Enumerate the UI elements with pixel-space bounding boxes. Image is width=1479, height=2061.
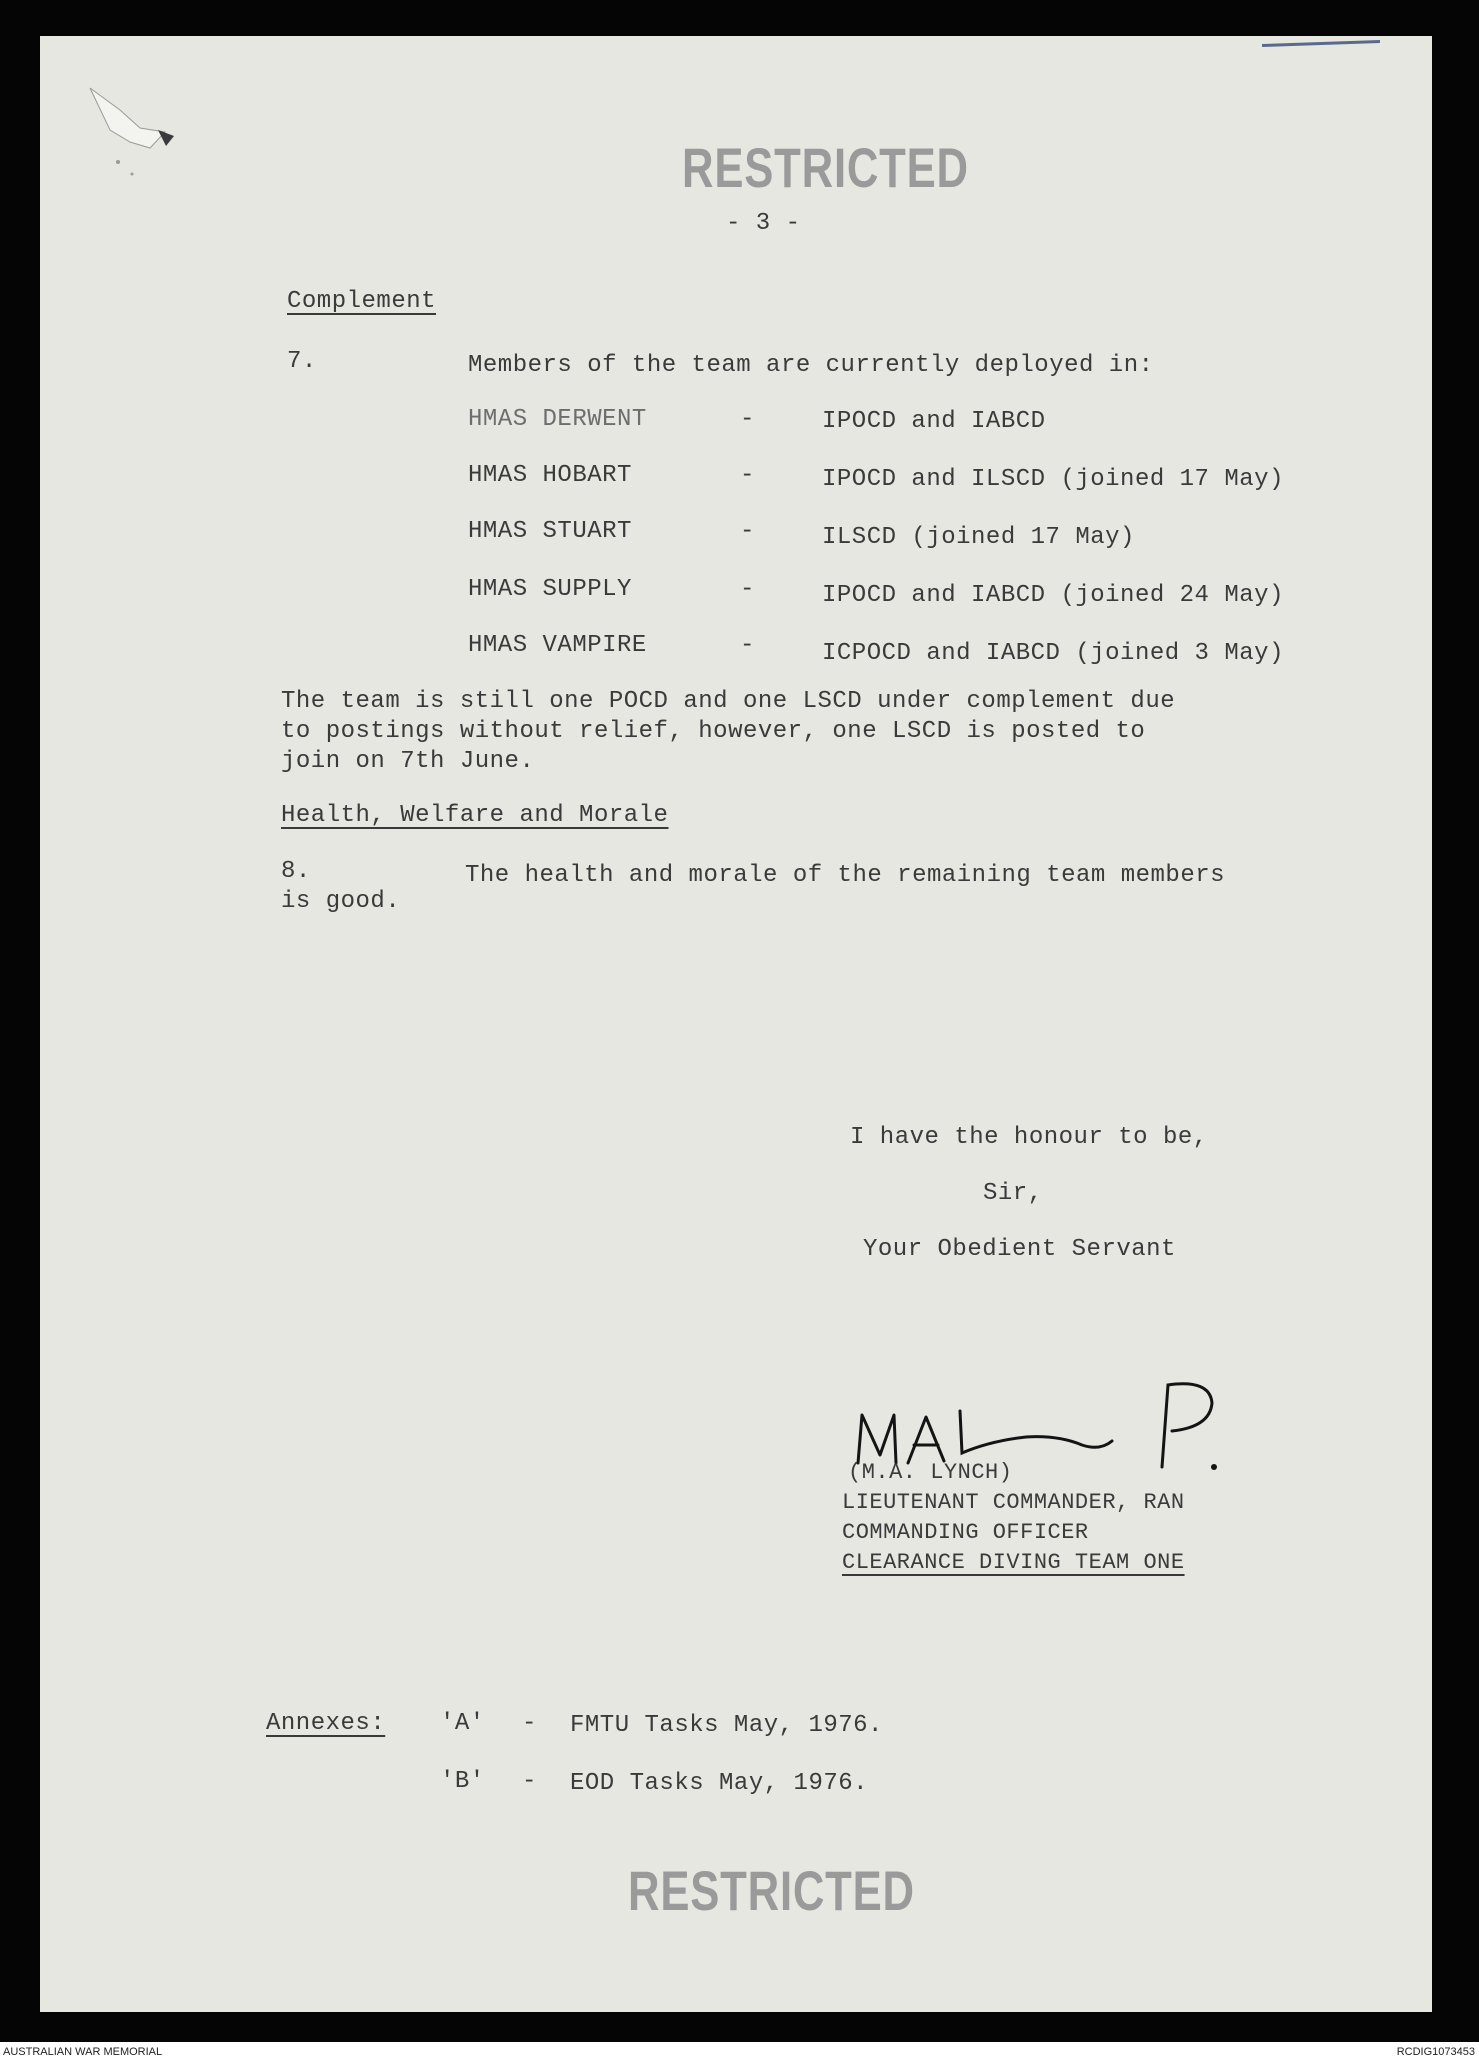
complement-note-line: to postings without relief, however, one LSCD is posted to xyxy=(281,718,1146,745)
annex-letter: 'B' xyxy=(440,1768,485,1795)
ship-dash: - xyxy=(740,576,755,603)
closing-line2: Sir, xyxy=(983,1180,1043,1207)
annex-text: FMTU Tasks May, 1976. xyxy=(570,1712,883,1739)
closing-line3: Your Obedient Servant xyxy=(863,1236,1176,1263)
complement-note-line: join on 7th June. xyxy=(281,748,535,775)
para-7-number: 7. xyxy=(287,348,317,375)
signatory-name: (M.A. LYNCH) xyxy=(848,1460,1013,1485)
para-8-line2: is good. xyxy=(281,888,401,915)
ship-name: HMAS DERWENT xyxy=(468,406,647,433)
health-heading: Health, Welfare and Morale xyxy=(281,802,669,829)
ship-dash: - xyxy=(740,462,755,489)
ship-name: HMAS SUPPLY xyxy=(468,576,632,603)
ship-detail: IPOCD and ILSCD (joined 17 May) xyxy=(822,466,1284,493)
archive-id: RCDIG1073453 xyxy=(1396,2046,1475,2058)
ship-name: HMAS VAMPIRE xyxy=(468,632,647,659)
ship-detail: ICPOCD and IABCD (joined 3 May) xyxy=(822,640,1284,667)
restricted-stamp-top: RESTRICTED xyxy=(682,136,969,199)
ship-detail: IPOCD and IABCD (joined 24 May) xyxy=(822,582,1284,609)
ship-dash: - xyxy=(740,632,755,659)
complement-note-line: The team is still one POCD and one LSCD under complement due xyxy=(281,688,1176,715)
ship-detail: ILSCD (joined 17 May) xyxy=(822,524,1135,551)
para-8-number: 8. xyxy=(281,858,311,885)
archive-footer xyxy=(0,2044,1479,2061)
complement-heading: Complement xyxy=(287,288,437,315)
archive-name: AUSTRALIAN WAR MEMORIAL xyxy=(3,2046,163,2058)
page-number: - 3 - xyxy=(726,210,801,237)
annexes-label: Annexes: xyxy=(266,1710,386,1737)
annex-letter: 'A' xyxy=(440,1710,485,1737)
ship-name: HMAS STUART xyxy=(468,518,632,545)
ship-name: HMAS HOBART xyxy=(468,462,632,489)
para-8-line1: The health and morale of the remaining team members xyxy=(465,862,1226,889)
closing-line1: I have the honour to be, xyxy=(850,1124,1208,1151)
ship-detail: IPOCD and IABCD xyxy=(822,408,1046,435)
ship-dash: - xyxy=(740,406,755,433)
annex-text: EOD Tasks May, 1976. xyxy=(570,1770,869,1797)
paper-tear-mark xyxy=(70,70,200,190)
signatory-unit: CLEARANCE DIVING TEAM ONE xyxy=(842,1550,1185,1575)
signatory-rank: LIEUTENANT COMMANDER, RAN xyxy=(842,1490,1185,1515)
annex-dash: - xyxy=(522,1768,537,1795)
ship-dash: - xyxy=(740,518,755,545)
annex-dash: - xyxy=(522,1710,537,1737)
signatory-role: COMMANDING OFFICER xyxy=(842,1520,1089,1545)
para-7-intro: Members of the team are currently deployed in: xyxy=(468,352,1154,379)
restricted-stamp-bottom: RESTRICTED xyxy=(628,1859,915,1922)
